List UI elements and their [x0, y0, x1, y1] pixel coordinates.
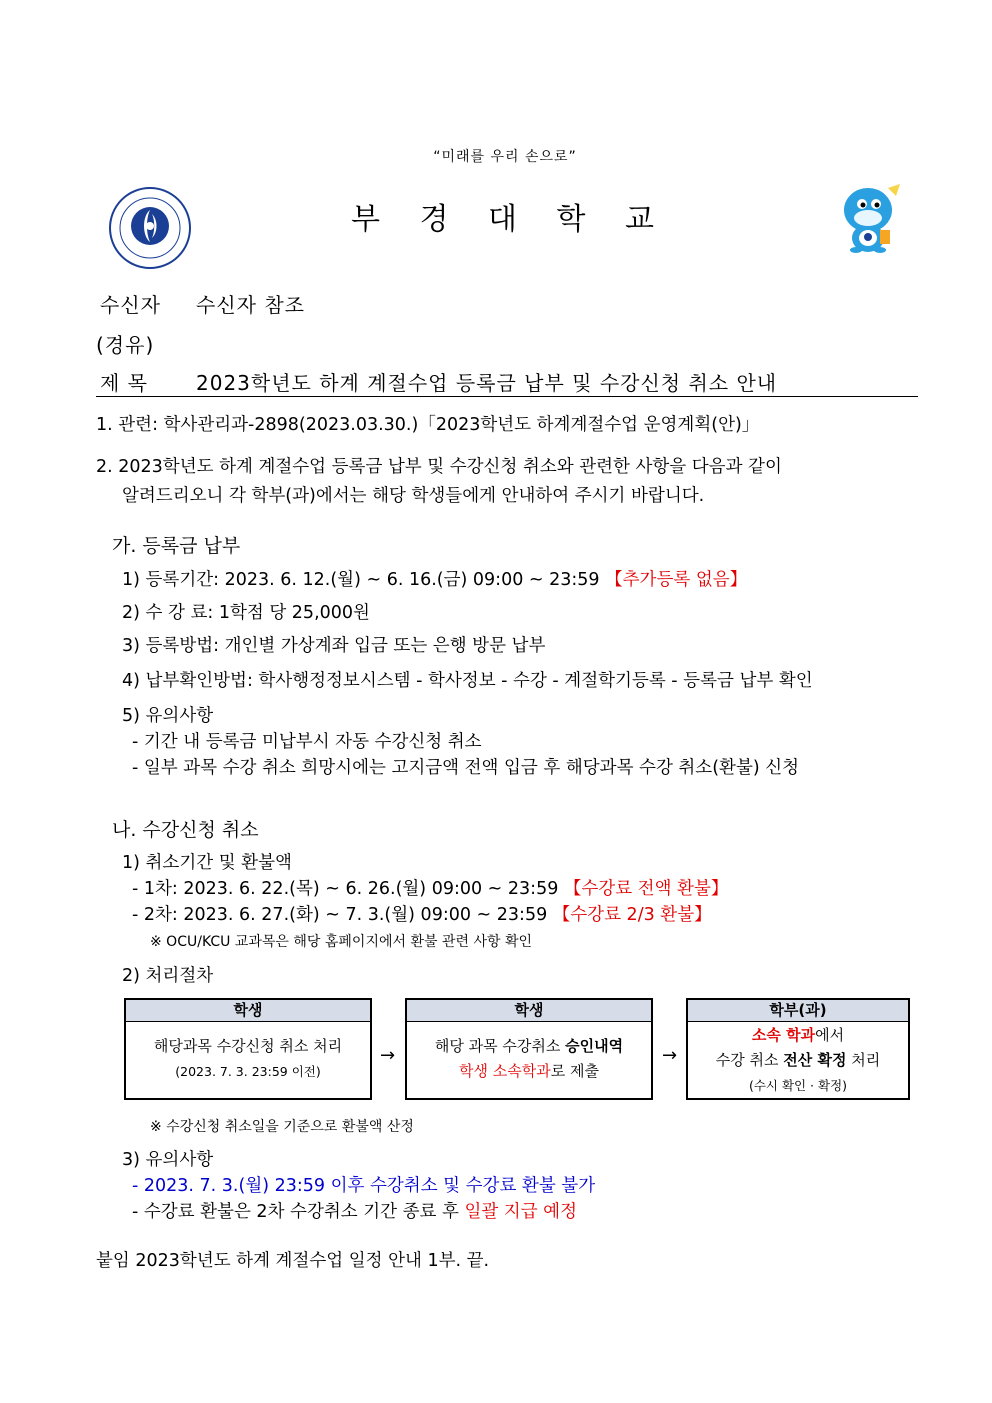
section-a-item2: 2) 수 강 료: 1학점 당 25,000원: [122, 603, 370, 623]
section-b-item1: 1) 취소기간 및 환불액: [122, 853, 292, 873]
recipient-value: 수신자 참조: [196, 293, 305, 317]
paragraph-main-line2: 알려드리오니 각 학부(과)에서는 해당 학생들에게 안내하여 주시기 바랍니다.: [122, 486, 705, 506]
flow-box3-line1: 소속 학과에서: [751, 1026, 845, 1044]
via-label: (경유): [96, 333, 155, 357]
section-b-item3-b: - 수강료 환불은 2차 수강취소 기간 종료 후 일괄 지급 예정: [132, 1202, 577, 1222]
flow-arrow-1: →: [380, 1045, 396, 1066]
flow-box2-line2: 학생 소속학과로 제출: [459, 1062, 599, 1080]
subject-label: 제 목: [100, 371, 148, 395]
flow-box3-line3: (수시 확인 · 확정): [748, 1078, 848, 1093]
section-a-title: 가. 등록금 납부: [112, 535, 241, 557]
flow-arrow-2: →: [662, 1045, 678, 1066]
flow-box3-title: 학부(과): [688, 1000, 908, 1022]
recipient-label: 수신자: [100, 293, 161, 317]
slogan: “미래를 우리 손으로”: [433, 149, 577, 165]
section-a-item5-b: - 일부 과목 수강 취소 희망시에는 고지금액 전액 입금 후 해당과목 수강 취소(환불) 신청: [132, 758, 800, 778]
subject-divider: [96, 396, 918, 397]
section-a-item3: 3) 등록방법: 개인별 가상계좌 입금 또는 은행 방문 납부: [122, 636, 546, 656]
university-name: 부 경 대 학 교: [350, 202, 670, 237]
flow-box1-line2: (2023. 7. 3. 23:59 이전): [175, 1064, 321, 1079]
section-b-item1-b: - 2차: 2023. 6. 27.(화) ~ 7. 3.(월) 09:00 ~ 23:59 【수강료 2/3 환불】: [132, 905, 712, 925]
flow-box2-title: 학생: [407, 1000, 651, 1022]
flow-box1-line1: 해당과목 수강신청 취소 처리: [153, 1037, 343, 1055]
section-b-item2: 2) 처리절차: [122, 966, 214, 986]
flow-note: ※ 수강신청 취소일을 기준으로 환불액 산정: [150, 1119, 414, 1135]
no-refund-after-deadline: - 2023. 7. 3.(월) 23:59 이후 수강취소 및 수강료 환불 불가: [132, 1176, 596, 1196]
section-b-item3: 3) 유의사항: [122, 1150, 214, 1170]
section-b-item1-a: - 1차: 2023. 6. 22.(목) ~ 6. 26.(월) 09:00 ~ 23:59 【수강료 전액 환불】: [132, 879, 729, 899]
flow-box1-title: 학생: [126, 1000, 370, 1022]
flow-box-department: [686, 998, 910, 1100]
full-refund-note: 【수강료 전액 환불】: [563, 879, 729, 899]
ocu-kcu-note: ※ OCU/KCU 교과목은 해당 홈페이지에서 환불 관련 사항 확인: [150, 934, 533, 950]
section-b-title: 나. 수강신청 취소: [112, 819, 259, 841]
no-extra-registration-note: 【추가등록 없음】: [605, 570, 748, 590]
mascot-icon: [834, 180, 906, 254]
paragraph-related: 1. 관련: 학사관리과-2898(2023.03.30.)「2023학년도 하계계절수업 운영계획(안)」: [96, 415, 760, 435]
section-a-item1: 1) 등록기간: 2023. 6. 12.(월) ~ 6. 16.(금) 09:00 ~ 23:59 【추가등록 없음】: [122, 570, 748, 590]
flow-box2-line1: 해당 과목 수강취소 승인내역: [434, 1037, 624, 1055]
flow-box3-line2: 수강 취소 전산 확정 처리: [715, 1051, 881, 1069]
flow-box-student-submit: [405, 998, 653, 1100]
subject-value: 2023학년도 하계 계절수업 등록금 납부 및 수강신청 취소 안내: [196, 371, 778, 395]
flow-box-student-cancel: [124, 998, 372, 1100]
attachment-line: 붙임 2023학년도 하계 계절수업 일정 안내 1부. 끝.: [96, 1251, 490, 1271]
bulk-payment-note: 일괄 지급 예정: [464, 1202, 577, 1222]
partial-refund-note: 【수강료 2/3 환불】: [552, 905, 712, 925]
section-a-item5-a: - 기간 내 등록금 미납부시 자동 수강신청 취소: [132, 732, 482, 752]
paragraph-main-line1: 2. 2023학년도 하계 계절수업 등록금 납부 및 수강신청 취소와 관련한 사항을 다음과 같이: [96, 457, 782, 477]
section-a-item4: 4) 납부확인방법: 학사행정정보시스템 - 학사정보 - 수강 - 계절학기등록 - 등록금 납부 확인: [122, 671, 813, 691]
section-a-item5: 5) 유의사항: [122, 706, 214, 726]
